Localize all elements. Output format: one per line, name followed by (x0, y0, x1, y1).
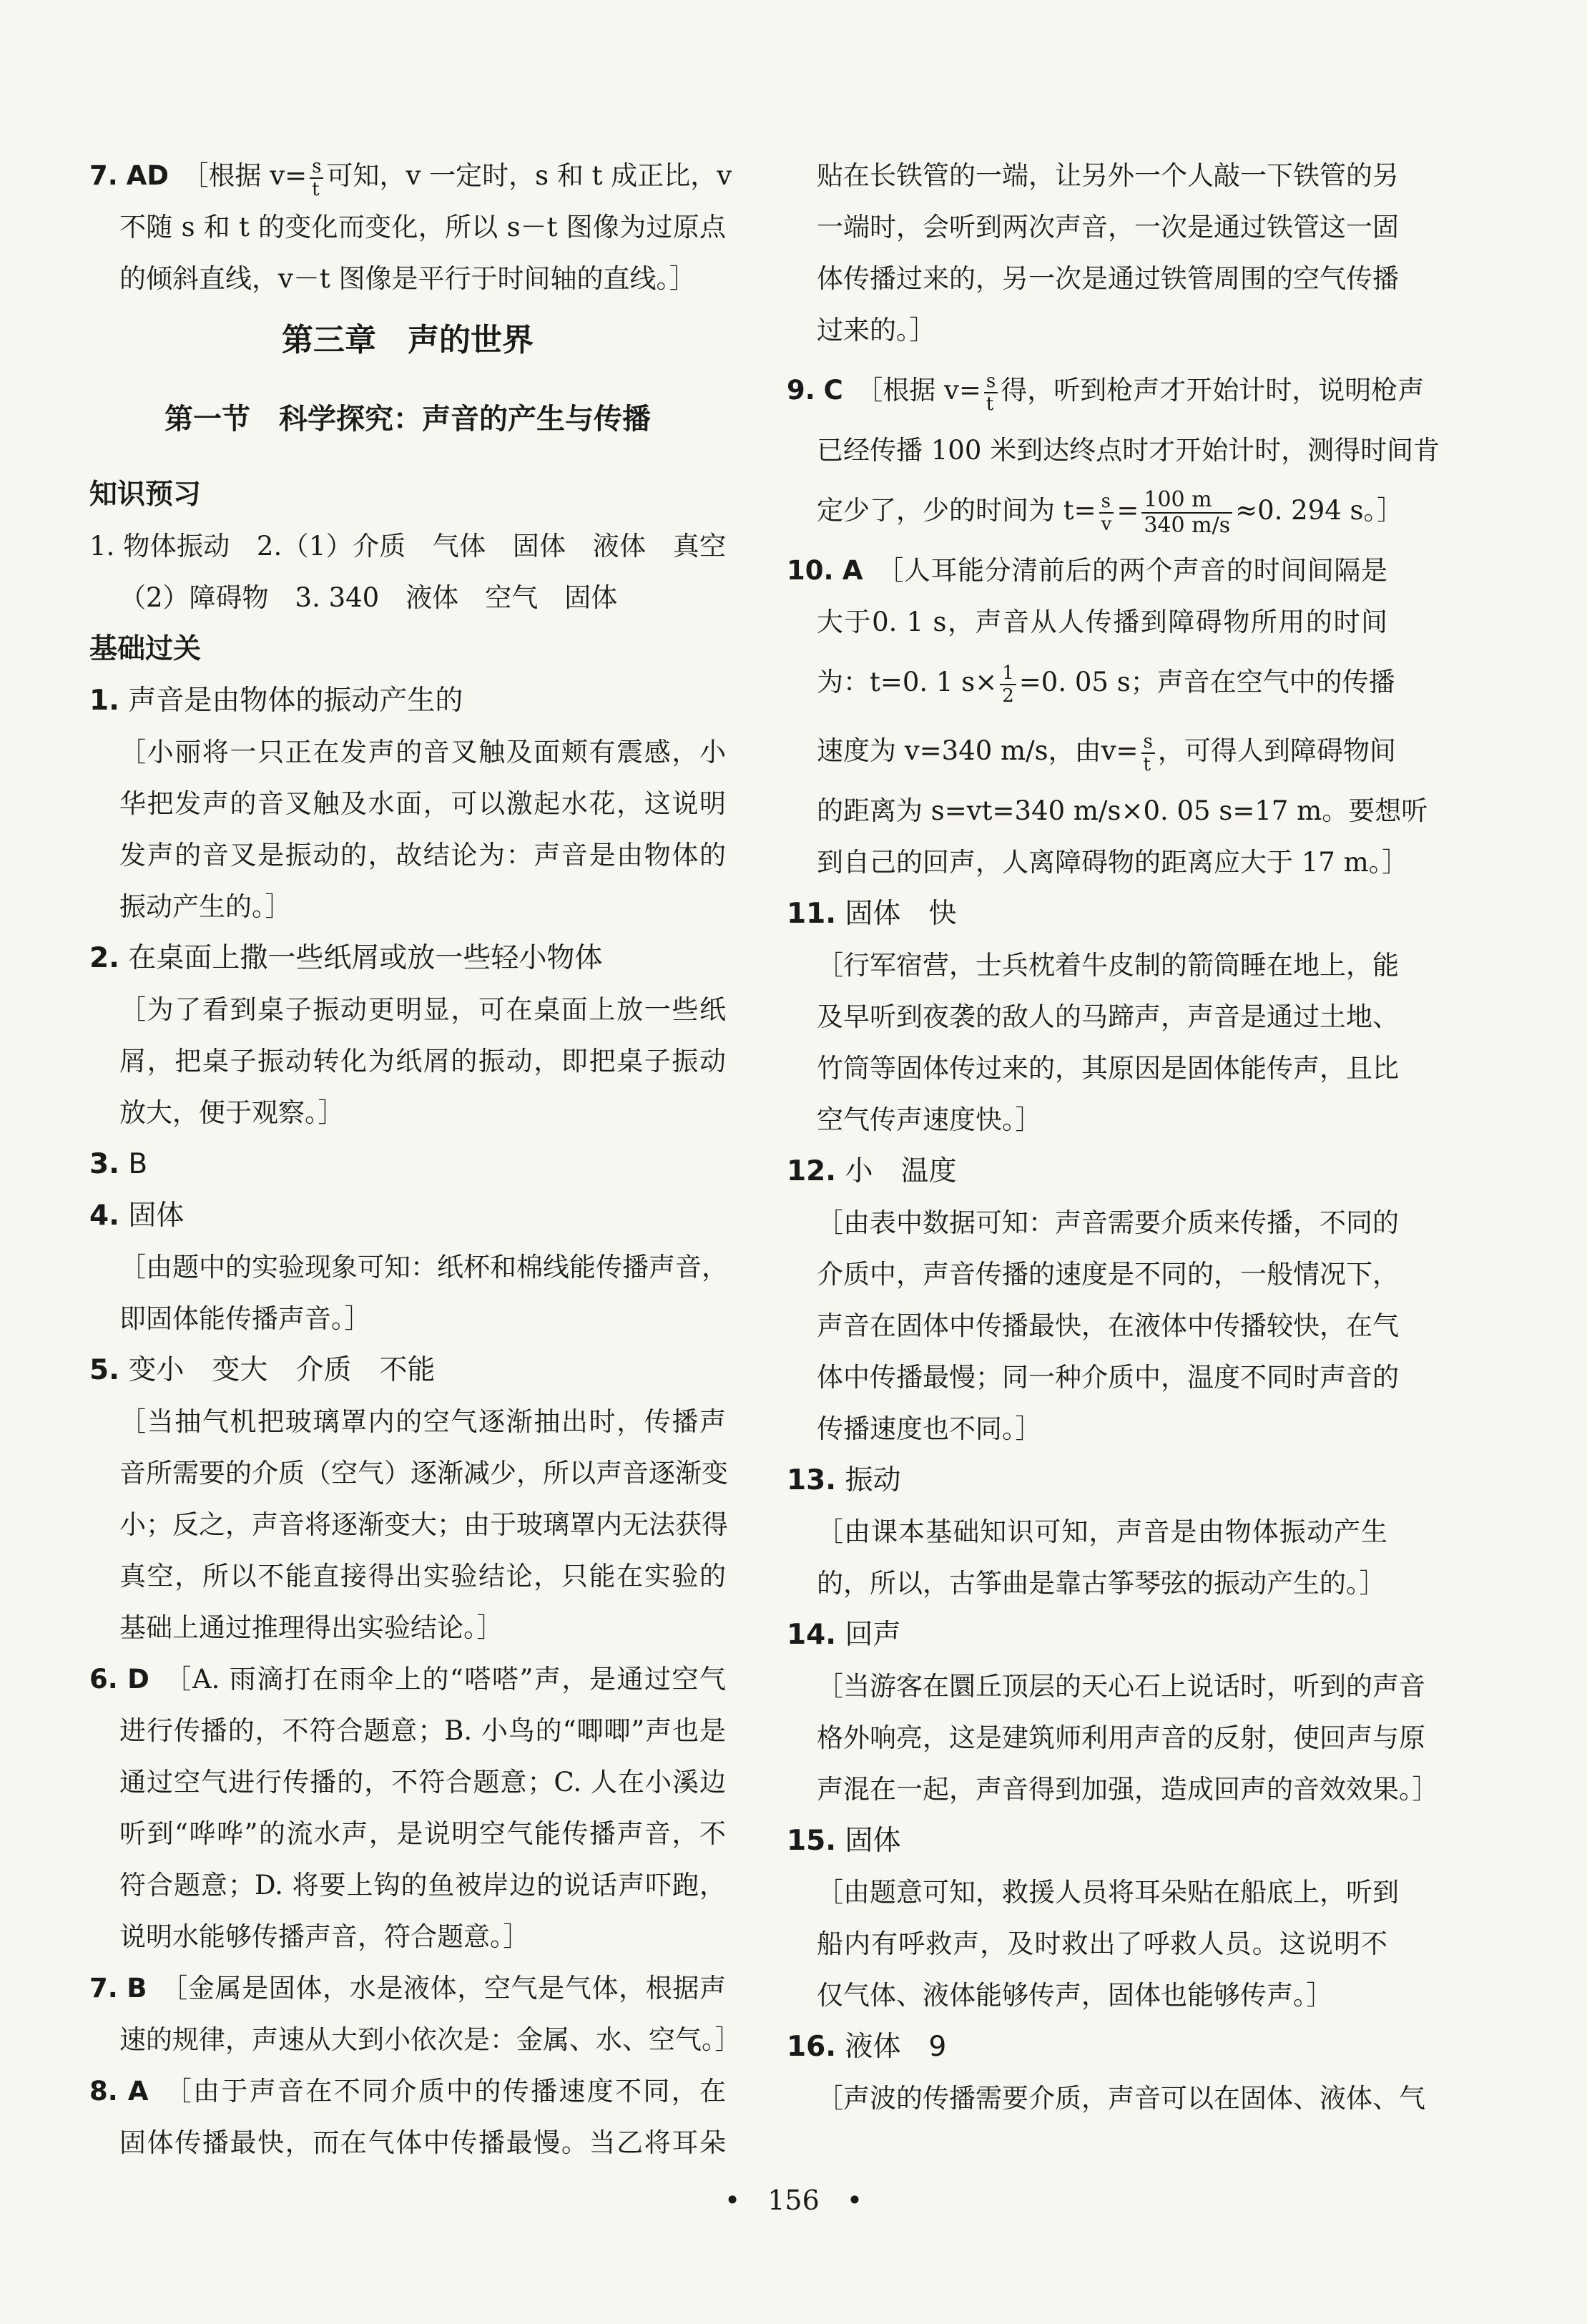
fraction-s-over-t: $\frac{s}{t}$ (310, 157, 323, 199)
right-column (787, 150, 1440, 2124)
q11-explain-3: 竹筒等固体传过来的，其原因是固体能传声，且比 (817, 1053, 1399, 1084)
q9-line-1: 9. C ［根据 v= $\frac{s}{t}$ 得，听到枪声才开始计时，说明枪声 (787, 370, 1425, 415)
q1-explain-4: 振动产生的。］ (119, 891, 292, 922)
q12-explain-2: 介质中，声音传播的速度是不同的，一般情况下， (817, 1259, 1399, 1290)
q5-explain-1: ［当抽气机把玻璃罩内的空气逐渐抽出时，传播声 (119, 1406, 726, 1437)
q14-answer: 14. 回声 (787, 1619, 901, 1651)
q2-explain-2: 屑，把桌子振动转化为纸屑的振动，即把桌子振动 (119, 1046, 726, 1077)
q6-line-2: 进行传播的，不符合题意；B. 小鸟的“唧唧”声也是 (119, 1715, 726, 1746)
q10-line-2: 大于0. 1 s，声音从人传播到障碍物所用的时间 (817, 607, 1387, 637)
q16-answer: 16. 液体 9 (787, 2031, 947, 2063)
q5-explain-5: 基础上通过推理得出实验结论。］ (119, 1612, 503, 1643)
q6-line-6: 说明水能够传播声音，符合题意。］ (119, 1921, 530, 1952)
q14-explain-2: 格外响亮，这是建筑师利用声音的反射，使回声与原 (817, 1722, 1425, 1753)
q8-line-1: 8. A ［由于声音在不同介质中的传播速度不同，在 (89, 2076, 727, 2107)
q4-explain-1: ［由题中的实验现象可知：纸杯和棉线能传播声音， (119, 1252, 728, 1283)
chapter-title: 第三章 声的世界 (282, 322, 534, 358)
q2-explain-3: 放大，便于观察。］ (119, 1097, 345, 1128)
section-title: 第一节 科学探究：声音的产生与传播 (164, 403, 651, 436)
q15-explain-2: 船内有呼救声，及时救出了呼救人员。这说明不 (817, 1928, 1387, 1959)
q6-line-5: 符合题意；D. 将要上钩的鱼被岸边的说话声吓跑， (119, 1870, 726, 1901)
preview-line-2: （2）障碍物 3. 340 液体 空气 固体 (119, 582, 618, 613)
q1-explain-3: 发声的音叉是振动的，故结论为：声音是由物体的 (119, 840, 726, 871)
q5-explain-3: 小；反之，声音将逐渐变大；由于玻璃罩内无法获得 (119, 1509, 728, 1540)
fraction-s-over-t: $\frac{s}{t}$ (984, 372, 998, 413)
q16-explain-1: ［声波的传播需要介质，声音可以在固体、液体、气 (817, 2083, 1425, 2114)
q15-answer: 15. 固体 (787, 1825, 901, 1857)
page-number: • 156 • (724, 2185, 863, 2216)
preview-heading: 知识预习 (89, 479, 202, 511)
q5-answer: 5. 变小 变大 介质 不能 (89, 1354, 436, 1386)
q8-cont-3: 体传播过来的，另一次是通过铁管周围的空气传播 (817, 263, 1399, 294)
q10-line-6: 到自己的回声，人离障碍物的距离应大于 17 m。］ (817, 847, 1409, 878)
q5-explain-2: 音所需要的介质（空气）逐渐减少，所以声音逐渐变 (119, 1458, 728, 1489)
basics-heading: 基础过关 (89, 633, 202, 665)
q11-explain-1: ［行军宿营，士兵枕着牛皮制的箭筒睡在地上，能 (817, 950, 1399, 981)
q14-explain-3: 声混在一起，声音得到加强，造成回声的音效效果。］ (817, 1774, 1439, 1805)
q6-line-1: 6. D ［A. 雨滴打在雨伞上的“嗒嗒”声，是通过空气 (89, 1664, 727, 1695)
q7-line-2: 不随 s 和 t 的变化而变化，所以 s－t 图像为过原点 (119, 212, 726, 242)
fraction-s-over-t: $\frac{s}{t}$ (1141, 732, 1155, 774)
q4-explain-2: 即固体能传播声音。］ (119, 1303, 371, 1334)
q12-explain-1: ［由表中数据可知：声音需要介质来传播，不同的 (817, 1207, 1399, 1238)
preview-line-1: 1. 物体振动 2.（1）介质 气体 固体 液体 真空 (89, 531, 726, 562)
q11-explain-4: 空气传声速度快。］ (817, 1104, 1042, 1135)
q7-line-3: 的倾斜直线，v－t 图像是平行于时间轴的直线。］ (119, 263, 697, 294)
q7b-line-2: 速的规律，声速从大到小依次是：金属、水、空气。］ (119, 2024, 742, 2055)
q10-line-1: 10. A ［人耳能分清前后的两个声音的时间间隔是 (787, 555, 1388, 586)
q13-explain-2: 的，所以，古筝曲是靠古筝琴弦的振动产生的。］ (817, 1568, 1386, 1599)
q6-line-4: 听到“哗哗”的流水声，是说明空气能传播声音，不 (119, 1818, 726, 1849)
fraction-100m-over-340ms: $\frac{100 m}{340 m/s}$ (1141, 489, 1232, 536)
q13-explain-1: ［由课本基础知识可知，声音是由物体振动产生 (817, 1516, 1387, 1547)
q8-cont-1: 贴在长铁管的一端，让另外一个人敲一下铁管的另 (817, 160, 1399, 191)
q9-line-2: 已经传播 100 米到达终点时才开始计时，测得时间肯 (817, 435, 1440, 466)
q11-explain-2: 及早听到夜袭的敌人的马蹄声，声音是通过土地、 (817, 1001, 1399, 1032)
fraction-s-over-v: $\frac{s}{v}$ (1099, 492, 1114, 534)
q2-explain-1: ［为了看到桌子振动更明显，可在桌面上放一些纸 (119, 994, 726, 1025)
q12-answer: 12. 小 温度 (787, 1155, 957, 1187)
left-column (89, 150, 742, 2169)
q1-explain-1: ［小丽将一只正在发声的音叉触及面颊有震感，小 (119, 737, 726, 768)
q6-line-3: 通过空气进行传播的，不符合题意；C. 人在小溪边 (119, 1767, 726, 1798)
q12-explain-3: 声音在固体中传播最快，在液体中传播较快，在气 (817, 1310, 1399, 1341)
q11-answer: 11. 固体 快 (787, 898, 957, 930)
q8-cont-2: 一端时，会听到两次声音，一次是通过铁管这一固 (817, 212, 1399, 242)
q10-line-4: 速度为 v=340 m/s，由v= $\frac{s}{t}$ ，可得人到障碍物间 (817, 730, 1396, 775)
q7b-line-1: 7. B ［金属是固体，水是液体，空气是气体，根据声 (89, 1973, 727, 2004)
q5-explain-4: 真空，所以不能直接得出实验结论，只能在实验的 (119, 1561, 726, 1592)
q15-explain-1: ［由题意可知，救援人员将耳朵贴在船底上，听到 (817, 1877, 1399, 1908)
q2-answer: 2. 在桌面上撒一些纸屑或放一些轻小物体 (89, 942, 603, 974)
q8-line-2: 固体传播最快，而在气体中传播最慢。当乙将耳朵 (119, 2127, 726, 2158)
q10-line-3: 为：t=0. 1 s× $\frac{1}{2}$ =0. 05 s；声音在空气中的传播 (817, 662, 1395, 707)
q1-explain-2: 华把发声的音叉触及水面，可以激起水花，这说明 (119, 788, 726, 819)
q14-explain-1: ［当游客在圜丘顶层的天心石上说话时，听到的声音 (817, 1671, 1425, 1702)
q13-answer: 13. 振动 (787, 1464, 901, 1496)
q10-line-5: 的距离为 s=vt=340 m/s×0. 05 s=17 m。要想听 (817, 795, 1428, 826)
q1-answer: 1. 声音是由物体的振动产生的 (89, 685, 463, 717)
q8-cont-4: 过来的。］ (817, 315, 936, 345)
q7-line-1: 7. AD ［根据 v= $\frac{s}{t}$ 可知，v 一定时，s 和 t 成正比，v (89, 155, 732, 200)
q4-answer: 4. 固体 (89, 1200, 185, 1232)
q9-line-3: 定少了，少的时间为 t= $\frac{s}{v}$ = $\frac{100 m}{340 m/s}$ ≈0. 294 s。］ (817, 486, 1404, 538)
fraction-one-half: $\frac{1}{2}$ (1000, 664, 1016, 705)
q15-explain-3: 仅气体、液体能够传声，固体也能够传声。］ (817, 1980, 1333, 2011)
q3-answer: 3. B (89, 1148, 148, 1180)
q12-explain-5: 传播速度也不同。］ (817, 1413, 1042, 1444)
q12-explain-4: 体中传播最慢；同一种介质中，温度不同时声音的 (817, 1362, 1399, 1393)
